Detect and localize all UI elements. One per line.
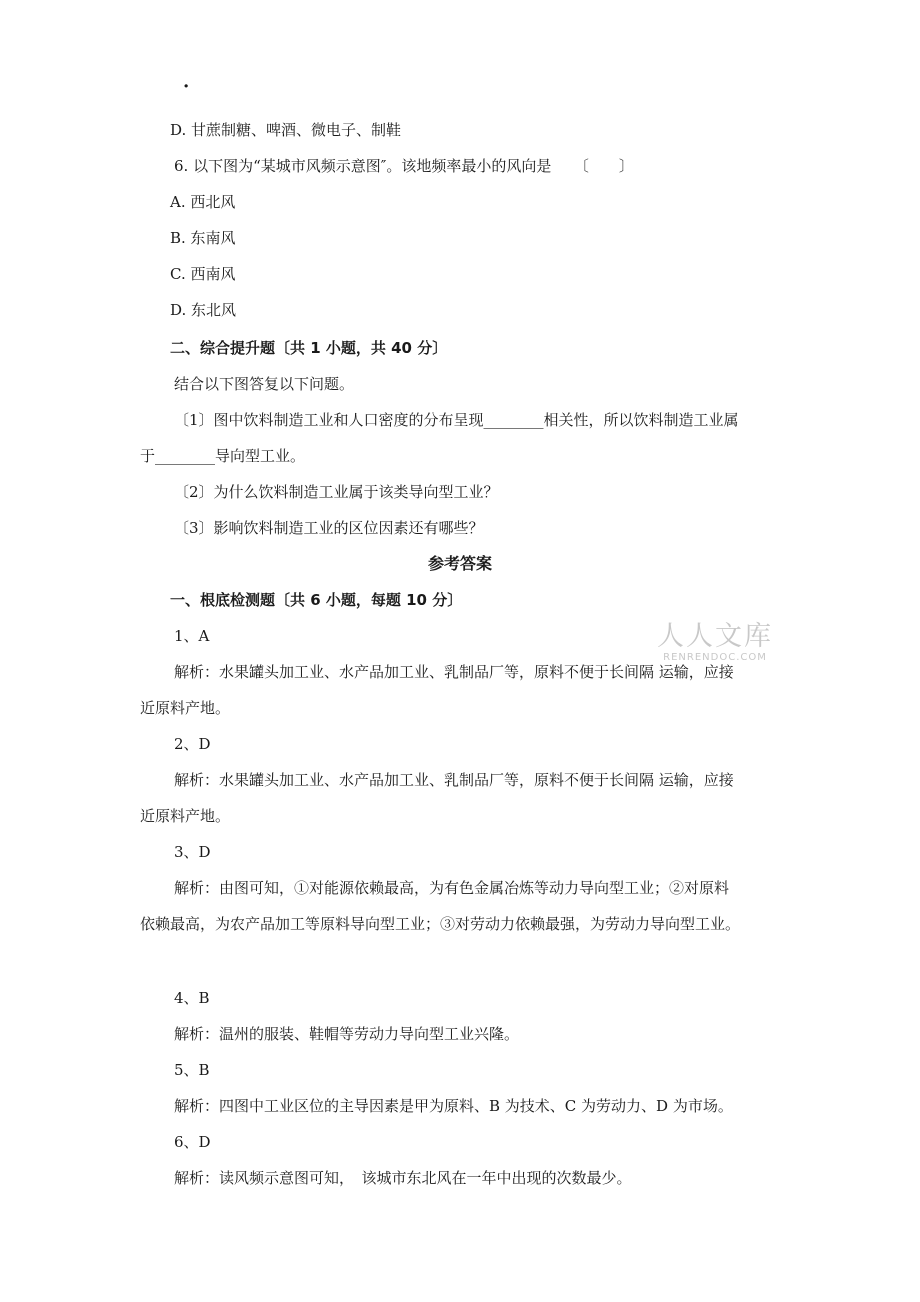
answer-4: 4、B [174,989,210,1007]
answer-2: 2、D [174,735,211,753]
sub-question-3: 〔3〕影响饮料制造工业的区位因素还有哪些？ [174,519,484,537]
answer-2-explanation-line1: 解析：水果罐头加工业、水产品加工业、乳制品厂等，原料不便于长间隔 运输，应接 [174,771,734,789]
sub-question-1-line1: 〔1〕图中饮料制造工业和人口密度的分布呈现________相关性，所以饮料制造工业属 [174,411,739,429]
option-6b: B. 东南风 [170,229,236,247]
section-1-heading: 一、根底检测题〔共 6 小题，每题 10 分〕 [170,591,463,609]
answer-5: 5、B [174,1061,210,1079]
answers-title: 参考答案 [427,554,492,573]
option-6c: C. 西南风 [170,265,236,283]
answer-3-explanation-line2: 依赖最高，为农产品加工等原料导向型工业；③对劳动力依赖最强，为劳动力导向型工业。 [140,915,741,933]
sub-question-1-line2: 于________导向型工业。 [140,447,306,465]
option-6a: A. 西北风 [170,193,236,211]
answer-3: 3、D [174,843,211,861]
answer-1: 1、A [174,627,210,645]
answer-1-explanation-line1: 解析：水果罐头加工业、水产品加工业、乳制品厂等，原料不便于长间隔 运输，应接 [174,663,734,681]
watermark-url: RENRENDOC.COM [663,652,767,663]
section-2-intro: 结合以下图答复以下问题。 [174,375,355,393]
answer-5-explanation: 解析：四图中工业区位的主导因素是甲为原料、B 为技术、C 为劳动力、D 为市场。 [174,1097,733,1115]
section-2-heading: 二、综合提升题〔共 1 小题，共 40 分〕 [170,339,448,357]
answer-4-explanation: 解析：温州的服装、鞋帽等劳动力导向型工业兴隆。 [174,1025,520,1043]
question-6: 6. 以下图为“某城市风频示意图″。该地频率最小的风向是 〔 〕 [174,157,634,175]
option-5d: D. 甘蔗制糖、啤酒、微电子、制鞋 [170,121,402,139]
option-6d: D. 东北风 [170,301,237,319]
sub-question-2: 〔2〕为什么饮料制造工业属于该类导向型工业？ [174,483,499,501]
answer-6: 6、D [174,1133,211,1151]
answer-6-explanation: 解析：读风频示意图可知， 该城市东北风在一年中出现的次数最少。 [174,1169,632,1187]
watermark-logo [650,622,780,664]
answer-1-explanation-line2: 近原料产地。 [140,699,231,717]
watermark-title: 人人文库 [657,621,773,652]
bullet-dot: · [183,76,190,97]
answer-3-explanation-line1: 解析：由图可知，①对能源依赖最高，为有色金属冶炼等动力导向型工业；②对原料 [174,879,730,897]
answer-2-explanation-line2: 近原料产地。 [140,807,231,825]
